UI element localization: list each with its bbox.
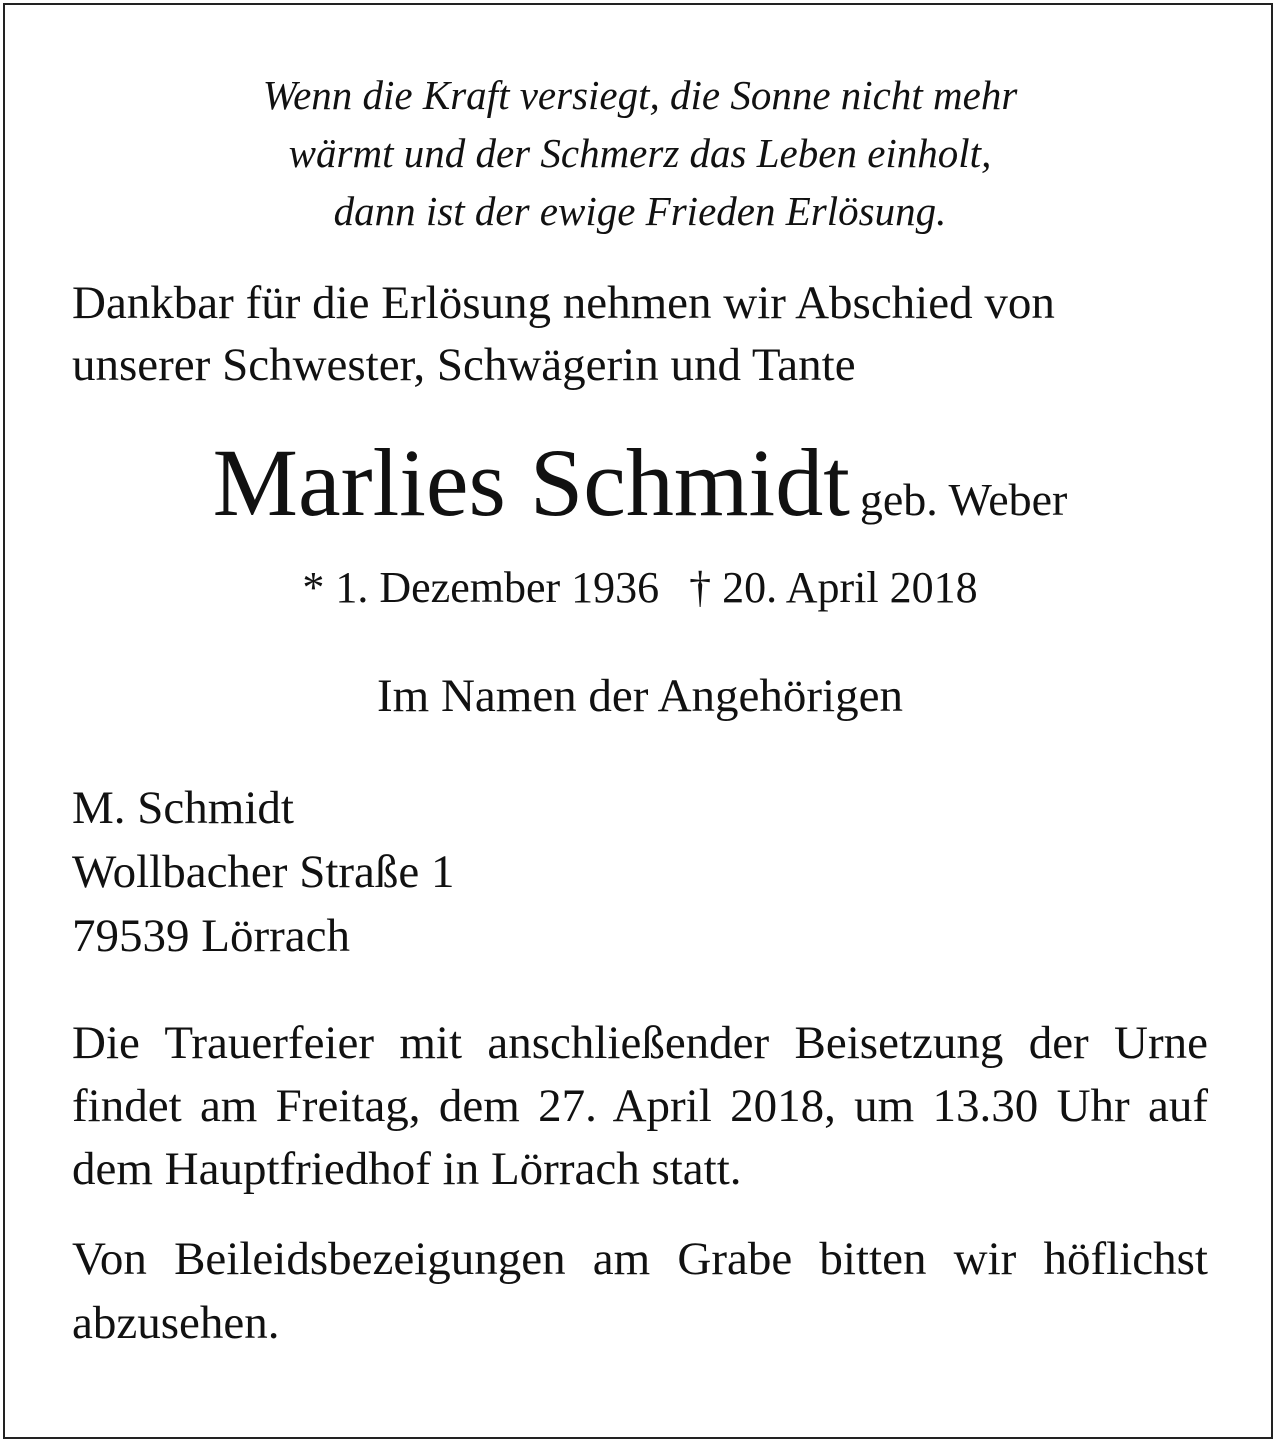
intro-line: unserer Schwester, Schwägerin und Tante xyxy=(72,339,856,391)
deceased-name: Marlies Schmidt xyxy=(212,429,850,536)
address-name: M. Schmidt xyxy=(72,782,294,834)
contact-address xyxy=(72,776,1208,968)
intro-line: Dankbar für die Erlösung nehmen wir Abschied von xyxy=(72,277,1055,329)
farewell-intro xyxy=(72,272,1208,396)
on-behalf-line: Im Namen der Angehörigen xyxy=(377,670,903,722)
death-date: † 20. April 2018 xyxy=(689,563,978,612)
obituary-notice xyxy=(72,66,1208,1355)
poem-line: Wenn die Kraft versiegt, die Sonne nicht mehr xyxy=(262,72,1018,118)
poem-line: dann ist der ewige Frieden Erlösung. xyxy=(333,188,947,234)
deceased-name-line xyxy=(72,428,1208,566)
poem-line: wärmt und der Schmerz das Leben einholt, xyxy=(288,130,992,176)
maiden-name: geb. Weber xyxy=(859,474,1068,525)
address-street: Wollbacher Straße 1 xyxy=(72,846,455,898)
address-city: 79539 Lörrach xyxy=(72,910,350,962)
birth-date: * 1. Dezember 1936 xyxy=(302,563,660,612)
life-dates xyxy=(72,560,1208,616)
condolence-note: Von Beileidsbezeigungen am Grabe bitten wir höflichst abzusehen. xyxy=(72,1233,1208,1349)
memorial-poem xyxy=(72,66,1208,240)
ceremony-info: Die Trauerfeier mit anschließender Beisetzung der Urne findet am Freitag, dem 27. April 2018, um 13.30 Uhr auf dem Hauptfriedhof in Lörrach statt. xyxy=(72,1017,1208,1195)
